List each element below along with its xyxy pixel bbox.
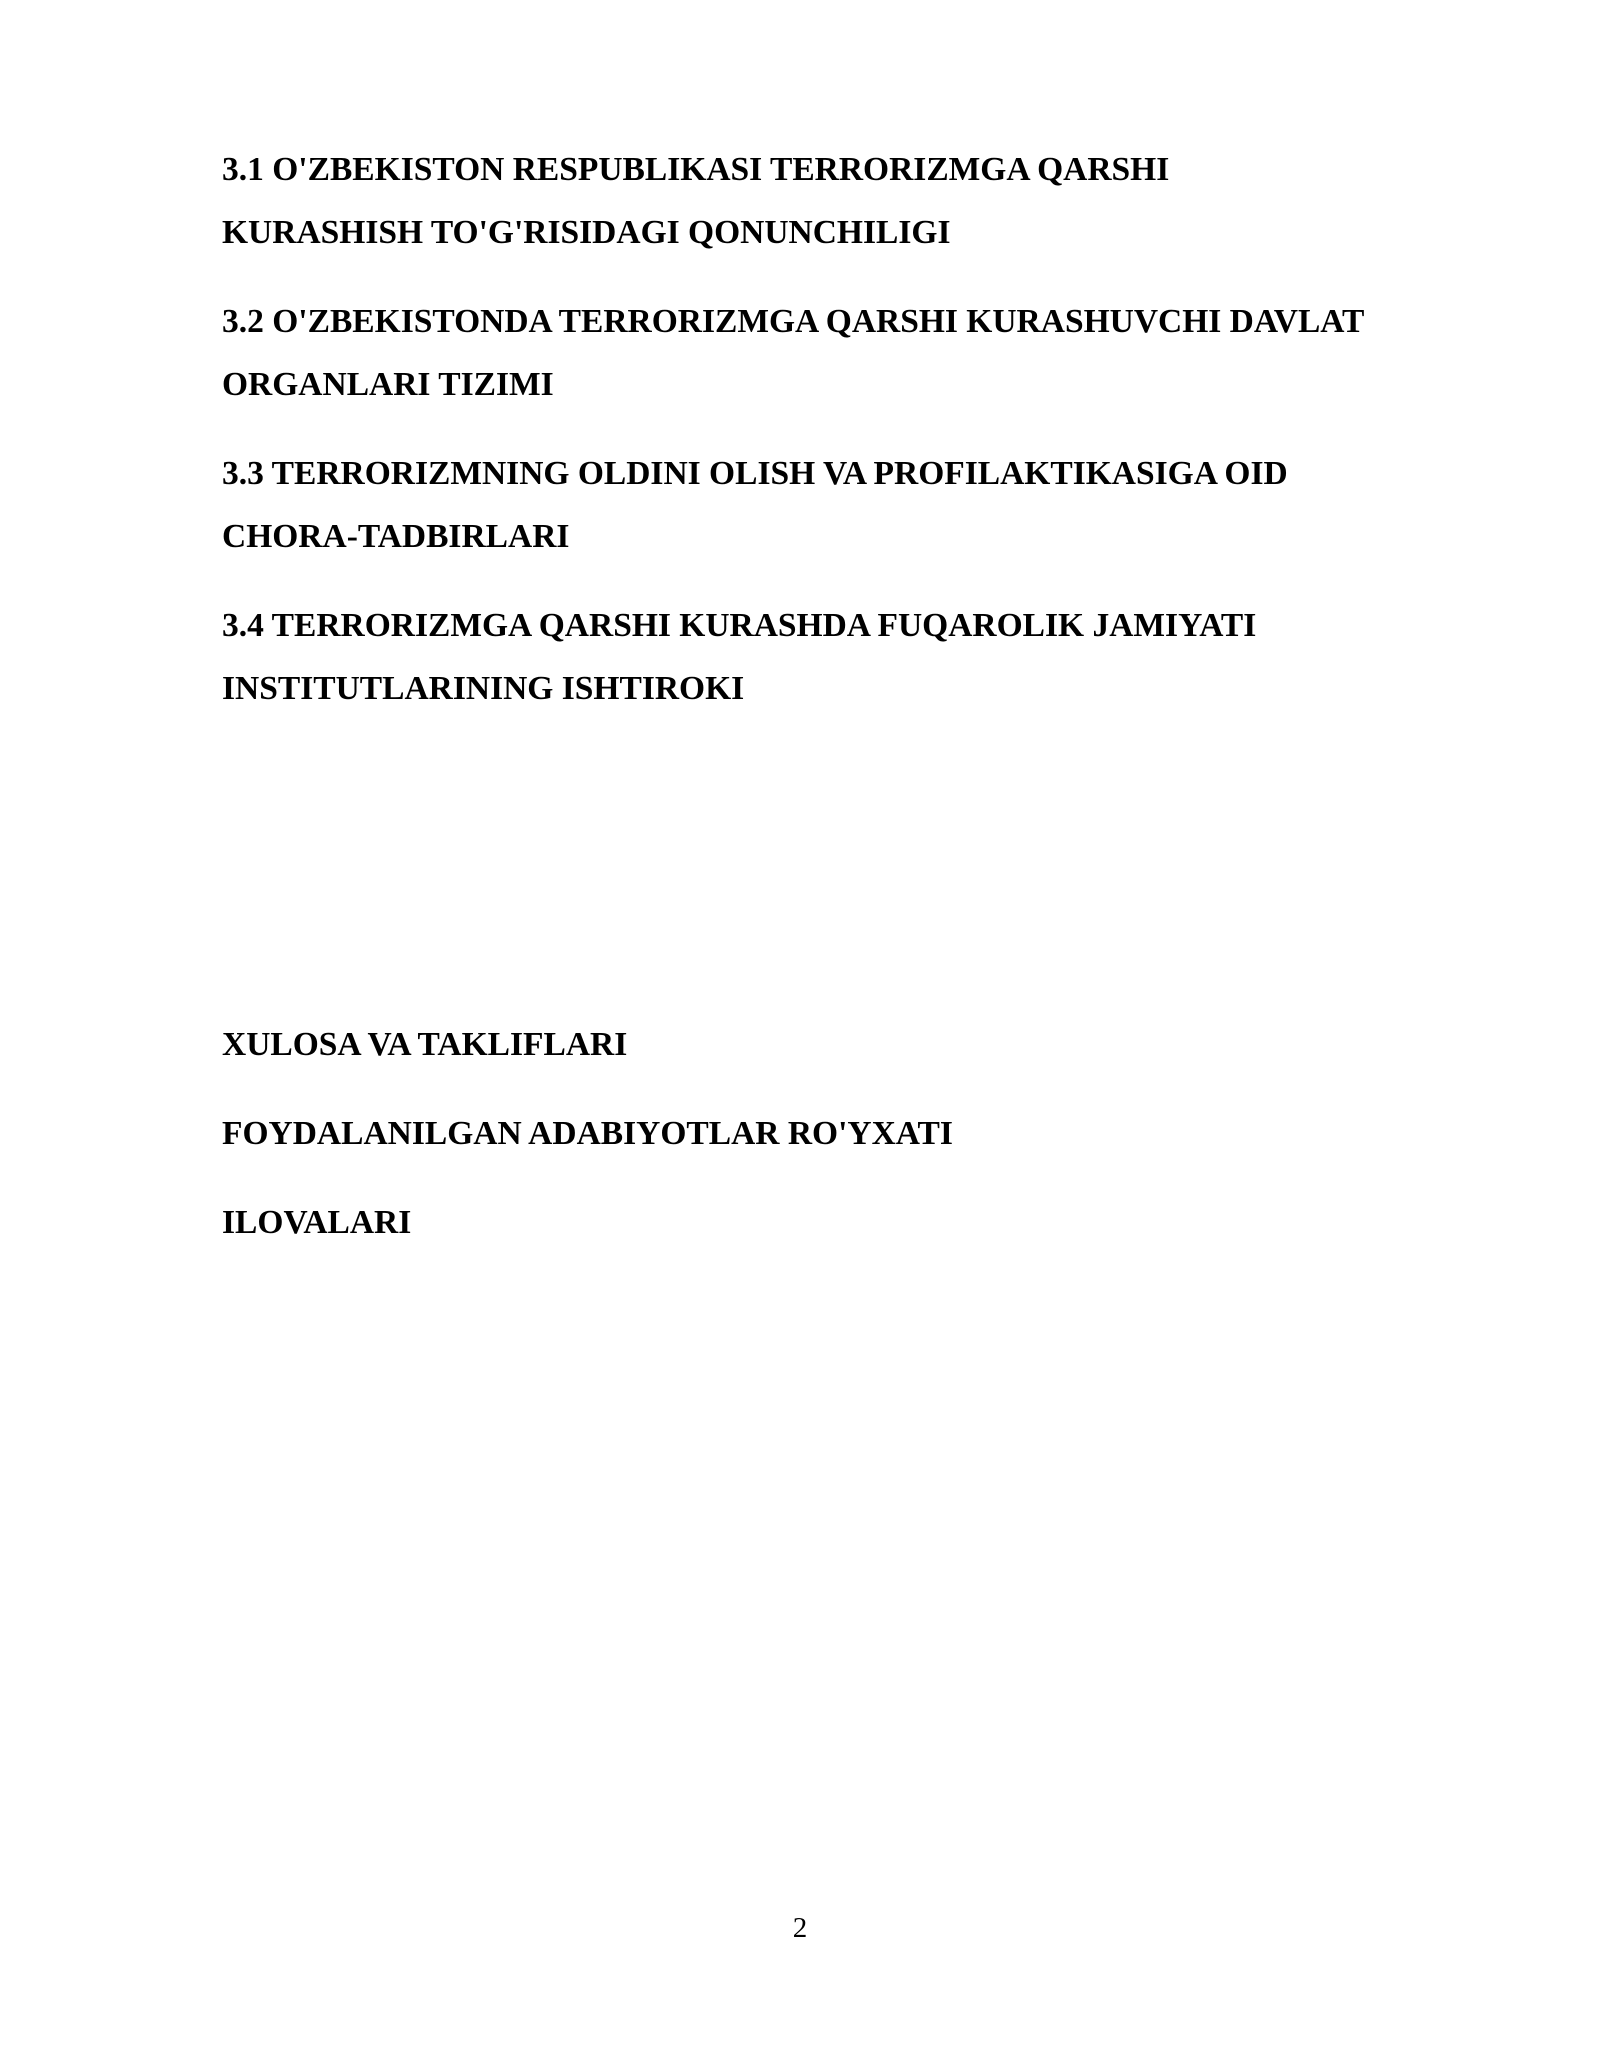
references-heading — [222, 1102, 1522, 1165]
section-heading-line: CHORA-TADBIRLARI — [222, 518, 570, 555]
conclusion-heading — [222, 1013, 1522, 1076]
appendices-heading — [222, 1191, 1522, 1254]
section-heading-line: KURASHISH TO'G'RISIDAGI QONUNCHILIGI — [222, 214, 951, 251]
section-heading-line: INSTITUTLARINING ISHTIROKI — [222, 670, 745, 707]
section-heading-line: 3.4 TERRORIZMGA QARSHI KURASHDA FUQAROLIK JAMIYATI — [222, 607, 1257, 644]
section-heading-line: 3.1 O'ZBEKISTON RESPUBLIKASI TERRORIZMGA QARSHI — [222, 151, 1170, 188]
section-heading-3-4 — [222, 594, 1522, 720]
references-heading-text: FOYDALANILGAN ADABIYOTLAR RO'YXATI — [222, 1115, 953, 1152]
page-number: 2 — [792, 1912, 808, 1944]
section-heading-3-2 — [222, 290, 1522, 416]
section-heading-3-3 — [222, 442, 1522, 568]
appendices-heading-text: ILOVALARI — [222, 1204, 412, 1241]
conclusion-heading-text: XULOSA VA TAKLIFLARI — [222, 1026, 628, 1063]
section-heading-line: 3.2 O'ZBEKISTONDA TERRORIZMGA QARSHI KURASHUVCHI DAVLAT — [222, 303, 1365, 340]
section-heading-line: ORGANLARI TIZIMI — [222, 366, 554, 403]
section-heading-3-1 — [222, 138, 1522, 264]
section-heading-line: 3.3 TERRORIZMNING OLDINI OLISH VA PROFILAKTIKASIGA OID — [222, 455, 1288, 492]
